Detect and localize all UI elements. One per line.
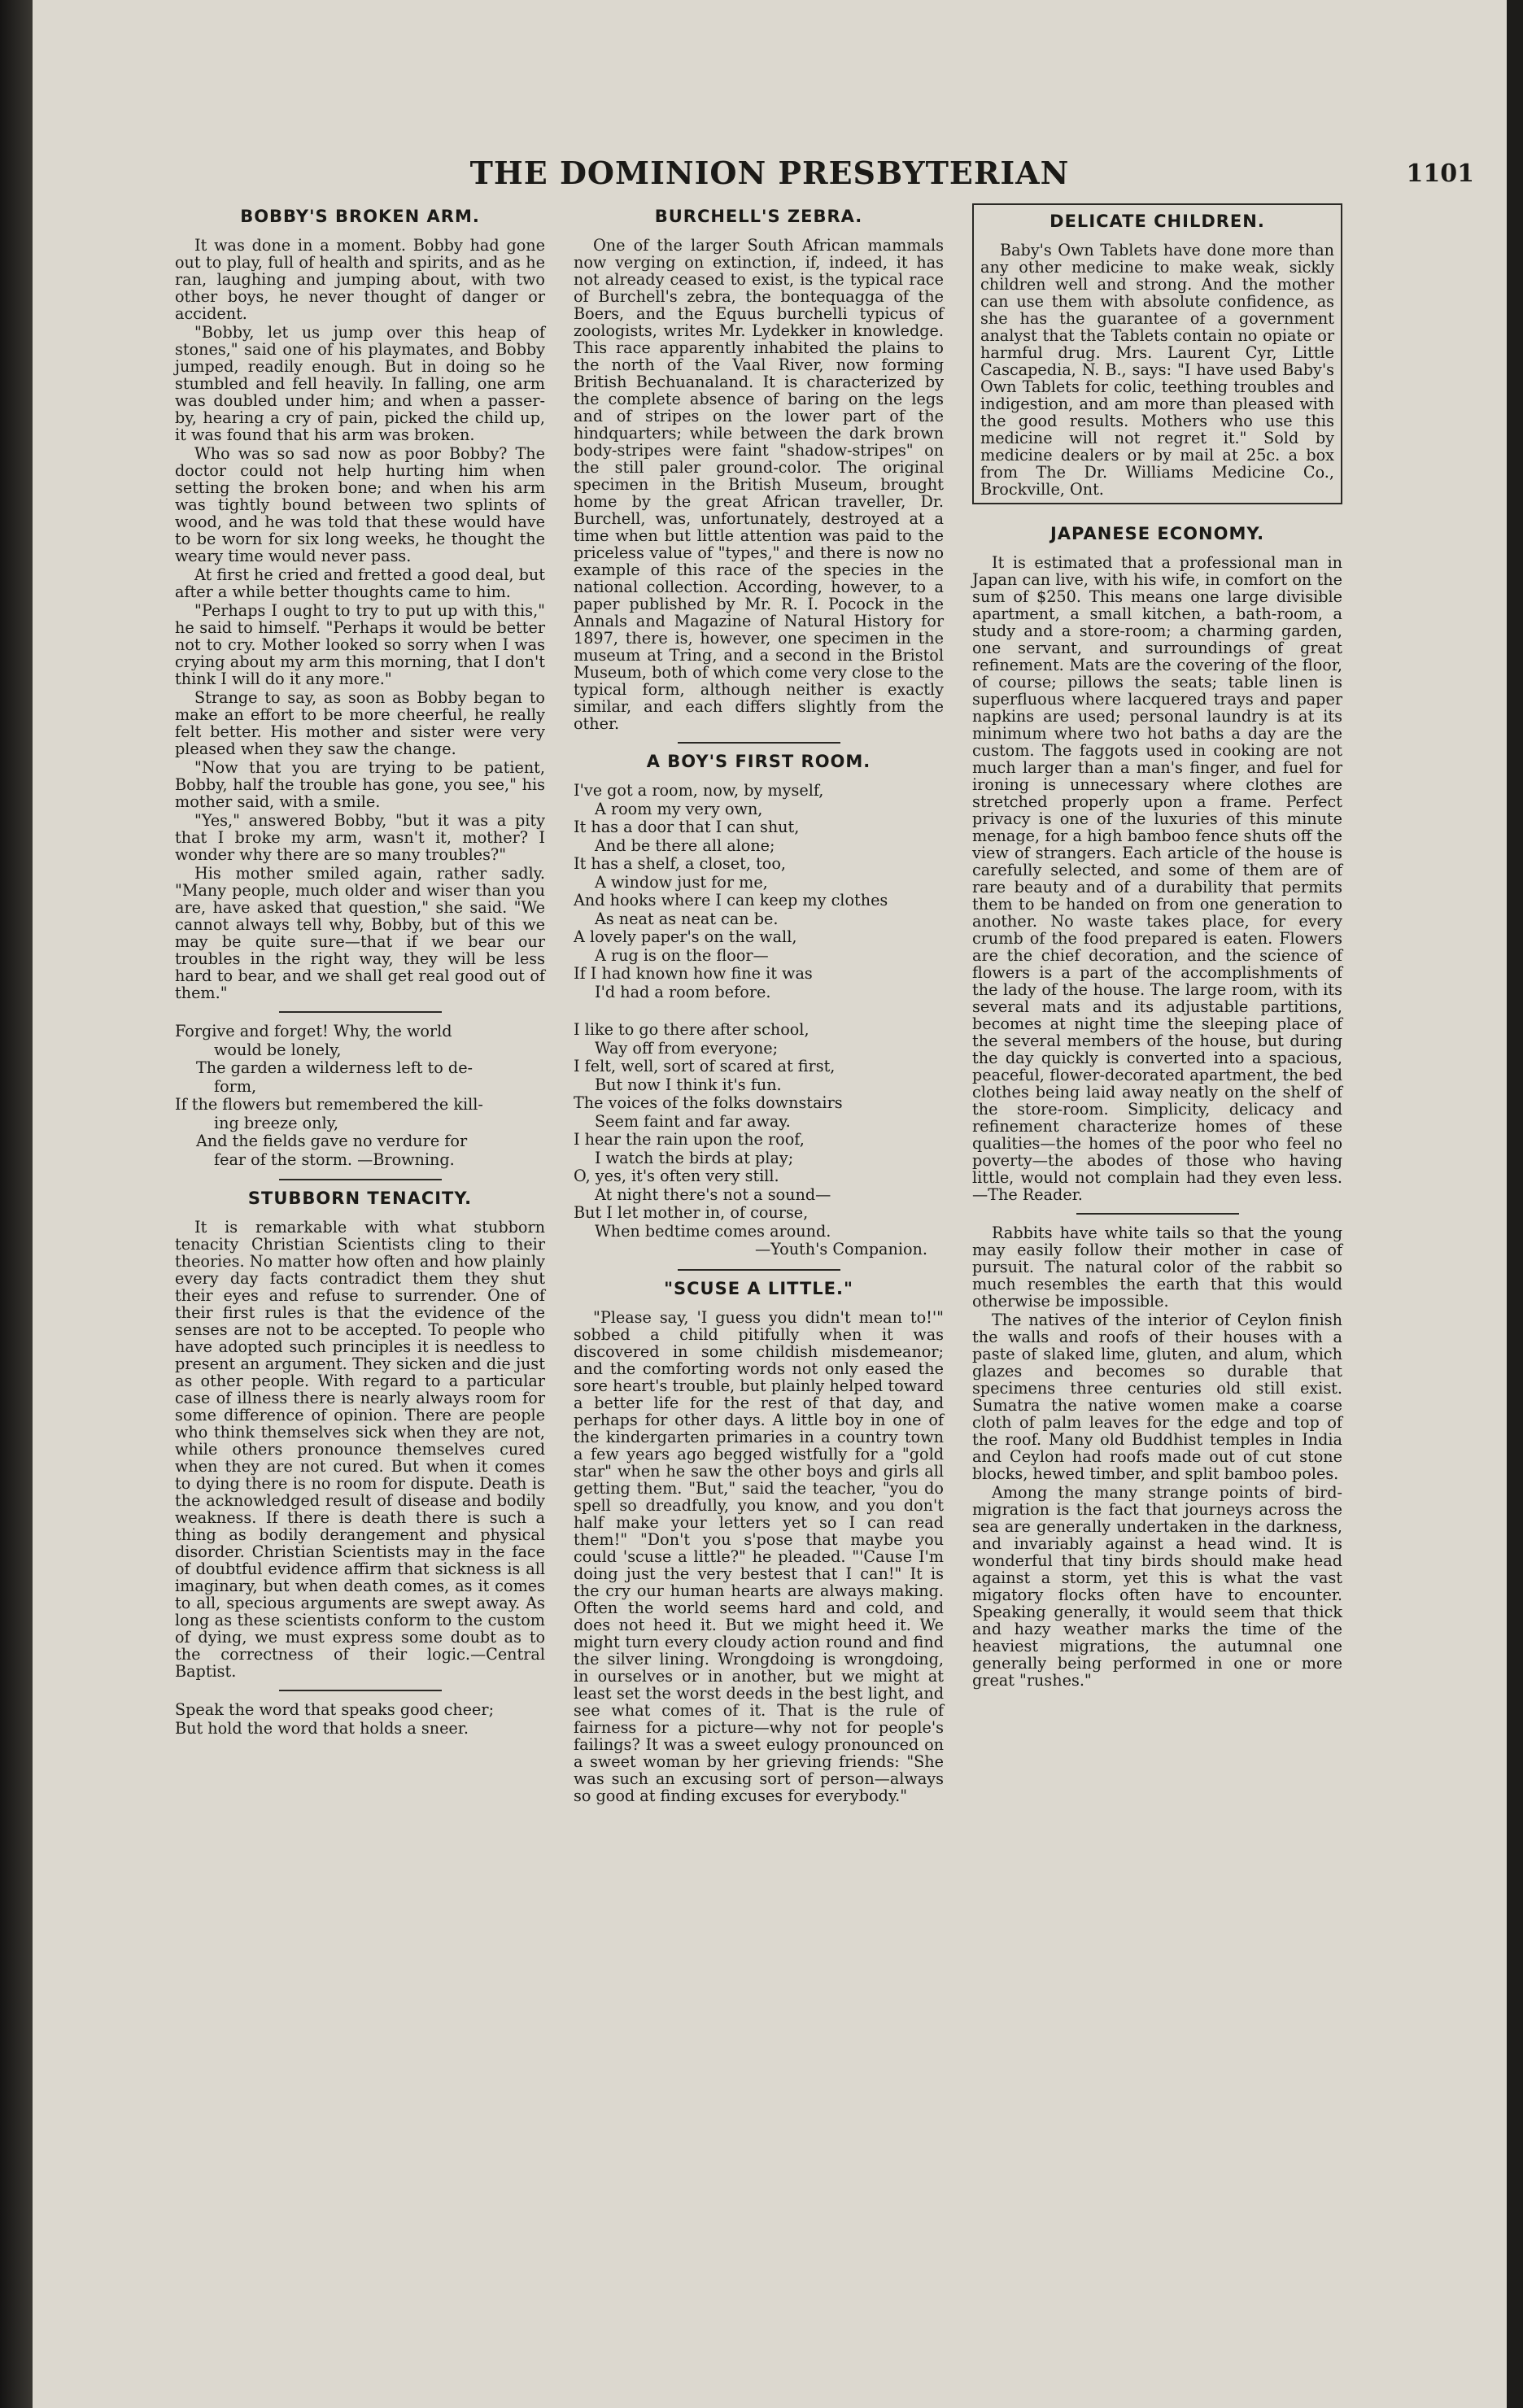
article-title-stubborn: STUBBORN TENACITY. [247,1189,473,1208]
column-1 [175,203,545,1741]
divider [1076,1213,1239,1215]
column-2 [574,203,944,1806]
verse-line: Seem faint and far away. [595,1111,791,1131]
verse-line: Way off from everyone; [595,1038,779,1058]
verse-line: I'd had a room before. [595,982,771,1001]
article-paragraph: One of the larger South African mammals now verging on extinction, if, indeed, it has not already ceased to exist, is the typical race of Burchell's zebra, the bontequagga of the Boers, and the Equus burchelli typicus of zoologists, writes Mr. Lydekker in knowledge. This race apparently inhabited the plains to the north of the Vaal River, now forming British Bechuanaland. It is characterized by the complete absence of baring on the legs and of stripes on the lower part of the hindquarters; while between the dark brown body-stripes were faint "shadow-stripes" on the still paler ground-color. The original specimen in the British Museum, brought home by the great African traveller, Dr. Burchell, was, unfortunately, destroyed at a time when but little attention was paid to the priceless value of "types," and there is now no example of this race of the species in the national collection. According, however, to a paper published by Mr. R. I. Pocock in the Annals and Magazine of Natural History for 1897, there is, however, one specimen in the museum at Tring, and a second in the Bristol Museum, both of which come very close to the typical form, although neither is exactly similar, and each differs slightly from the other. [574,236,944,733]
verse-line: If the flowers but remembered the kill- [175,1095,483,1114]
advertisement-box [972,203,1342,504]
divider [279,1179,442,1180]
verse-line: A window just for me, [595,872,768,892]
verse-line: It has a door that I can shut, [574,818,800,836]
article-title-scuse: "SCUSE A LITTLE." [664,1278,853,1298]
article-paragraph: Baby's Own Tablets have done more than any other medicine to make weak, sickly children well and strong. And the mother can use them with absolute confidence, as she has the guarantee of a government analyst that the Tablets contain no opiate or harmful drug. Mrs. Laurent Cyr, Little Cascapedia, N. B., says: "I have used Baby's Own Tablets for colic, teething troubles and indigestion, and am more than pleased with the good results. Mothers who use this medicine will not regret it." Sold by medicine dealers or by mail at 25c. a box from The Dr. Williams Medicine Co., Brockville, Ont. [980,241,1334,499]
verse-line: fear of the storm. —Browning. [214,1149,455,1169]
closing-couplet [175,1701,545,1738]
verse-line: I like to go there after school, [574,1020,810,1039]
article-paragraph: "Perhaps I ought to try to put up with this," he said to himself. "Perhaps it would be better not to cry. Mother looked so sorry when I was crying about my arm this morning, that I don't think I will do it any more." [175,601,545,688]
verse-line: When bedtime comes around. [595,1221,831,1241]
newspaper-page [33,0,1507,2408]
verse-line: I watch the birds at play; [595,1148,794,1167]
verse-line: But hold the word that holds a sneer. [175,1718,469,1738]
verse-line: A lovely paper's on the wall, [574,927,797,946]
article-paragraph: "Please say, 'I guess you didn't mean to!'" sobbed a child pitifully when it was discovered in some childish misdemeanor; and the comforting words not only eased the sore heart's trouble, but plainly helped toward a better life for the rest of that day, and perhaps for other days. A little boy in one of the kindergarten primaries in a country town a few years ago begged wistfully for a "gold star" when he saw the other boys and girls all getting them. "But," said the teacher, "you do spell so dreadfully, you know, and you don't half make your letters yet so I can read them!" "Don't you s'pose that maybe you could 'scuse a little?" he pleaded. "'Cause I'm doing just the very bestest that I can!" It is the cry our human hearts are always making. Often the world seems hard and cold, and does not heed it. But we might heed it. We might turn every cloudy action round and find the silver lining. Wrongdoing is wrongdoing, in ourselves or in another, but we might at least set the worst deeds in the best light, and see what comes of it. That is the rule of fairness for a picture—why not for people's failings? It was a sweet eulogy pronounced on a sweet woman by her grieving friends: "She was such an excusing sort of person—always so good at finding excuses for everybody." [574,1307,944,1805]
article-paragraph: "Now that you are trying to be patient, Bobby, half the trouble has gone, you see," his mother said, with a smile. [175,758,545,811]
verse-line: And be there all alone; [595,835,775,855]
verse-line: ing breeze only, [214,1113,339,1132]
section-gap [972,504,1342,521]
verse-line: O, yes, it's often very still. [574,1167,779,1185]
verse-line: As neat as neat can be. [595,909,779,928]
article-paragraph: It is estimated that a professional man in Japan can live, with his wife, in comfort on the sum of $250. This means one large divisible apartment, a small kitchen, a bath-room, a study and a store-room; a charming garden, one servant, and surroundings of great refinement. Mats are the covering of the floor, of course; pillows the seats; table linen is superfluous where lacquered trays and paper napkins are used; personal laundry is at its minimum where two hot baths a day are the custom. The faggots used in cooking are not much larger than a man's finger, and fuel for ironing is unnecessary where clothes are stretched properly upon a frame. Perfect privacy is one of the luxuries of this minute menage, for a high bamboo fence shuts off the view of strangers. Each article of the house is carefully selected, and some of them are of rare beauty and of a durability that permits them to be handed on from one generation to another. No waste takes place, for every crumb of the food prepared is eaten. Flowers are the chief decoration, and the science of flowers is a part of the accomplishments of the lady of the house. The large room, with its several mats and its adjustable partitions, becomes at night time the sleeping place of the several members of the house, but during the day quickly is converted into a spacious, peaceful, flower-decorated apartment, the bed clothes being laid away neatly on the shelf of the store-room. Simplicity, delicacy and refinement characterize homes of these qualities—the homes of the poor who feel no poverty—the abodes of those who having little, would not complain had they even less.—The Reader. [972,553,1342,1204]
article-paragraph: It was done in a moment. Bobby had gone out to play, full of health and spirits, and as he ran, laughing and jumping about, with two other boys, he never thought of danger or accident. [175,236,545,323]
verse-line: If I had known how fine it was [574,964,813,983]
article-title-delicate: DELICATE CHILDREN. [1050,212,1265,231]
article-paragraph: Among the many strange points of bird-migration is the fact that journeys across the sea are generally undertaken in the darkness, and invariably against a head wind. It is wonderful that tiny birds should make head against a storm, yet this is what the vast migatory flocks often have to encounter. Speaking generally, it would seem that thick and hazy weather marks the time of the heaviest migrations, the autumnal one generally being performed in one or more great "rushes." [972,1483,1342,1690]
verse-line: Speak the word that speaks good cheer; [175,1700,495,1719]
poem-attribution: —Youth's Companion. [754,1240,927,1259]
article-paragraph: Rabbits have white tails so that the young may easily follow their mother in case of pursuit. The natural color of the rabbit so much resembles the earth that this would otherwise be impossible. [972,1224,1342,1311]
verse-line: And hooks where I can keep my clothes [574,891,888,910]
verse-line: I hear the rain upon the roof, [574,1130,805,1149]
verse-line: I've got a room, now, by myself, [574,781,824,800]
verse-line: And the fields gave no verdure for [196,1132,468,1150]
divider [678,742,840,744]
article-title-zebra: BURCHELL'S ZEBRA. [654,207,863,226]
article-paragraph: Strange to say, as soon as Bobby began to make an effort to be more cheerful, he really felt better. His mother and sister were very pleased when they saw the change. [175,688,545,758]
browning-verse [175,1023,545,1169]
page-edge-shadow [0,0,33,2408]
verse-line: form, [214,1076,257,1096]
verse-line: would be lonely, [214,1040,342,1059]
article-title-japanese: JAPANESE ECONOMY. [1050,524,1265,543]
verse-line: The voices of the folks downstairs [574,1093,843,1112]
verse-line: It has a shelf, a closet, too, [574,854,786,873]
verse-line: But I let mother in, of course, [574,1203,809,1222]
article-paragraph: Who was so sad now as poor Bobby? The doctor could not help hurting him when setting the broken bone; and when his arm was tightly bound between two splints of wood, and he was told that these would have to be worn for six long weeks, he thought the weary time would never pass. [175,444,545,565]
room-poem-stanza-2 [574,1021,944,1259]
article-paragraph: The natives of the interior of Ceylon finish the walls and roofs of their houses with a paste of slaked lime, gluten, and alum, which glazes and becomes so durable that specimens three centuries old still exist. Sumatra the native women make a coarse cloth of palm leaves for the edge and top of the roof. Many old Buddhist temples in India and Ceylon had roofs made out of cut stone blocks, hewed timber, and split bamboo poles. [972,1311,1342,1483]
masthead: THE DOMINION PRESBYTERIAN [469,155,1070,191]
room-poem-stanza-1 [574,782,944,1001]
divider [279,1690,442,1691]
article-title-bobby: BOBBY'S BROKEN ARM. [240,207,480,226]
article-title-room: A BOY'S FIRST ROOM. [646,752,871,771]
article-paragraph: "Bobby, let us jump over this heap of stones," said one of his playmates, and Bobby jumped, readily enough. But in doing so he stumbled and fell heavily. In falling, one arm was doubled under him; and when a passer-by, hearing a cry of pain, picked the child up, it was found that his arm was broken. [175,323,545,444]
verse-line: But now I think it's fun. [595,1075,782,1094]
page-number: 1101 [1406,159,1474,188]
article-paragraph: "Yes," answered Bobby, "but it was a pity that I broke my arm, wasn't it, mother? I wonder why there are so many troubles?" [175,811,545,864]
verse-line: Forgive and forget! Why, the world [175,1022,452,1040]
article-paragraph: It is remarkable with what stubborn tenacity Christian Scientists cling to their theories. No matter how often and how plainly every day facts contradict them they shut their eyes and refuse to surrender. One of their first rules is that the evidence of the senses are not to be accepted. To people who have adopted such principles it is needless to present an argument. They sicken and die just as other people. With regard to a particular case of illness there is nearly always room for some difference of opinion. There are people who think themselves sick when they are not, while others pronounce themselves cured when they are not cured. But when it comes to dying there is no room for dispute. Death is the acknowledged result of disease and bodily weakness. If there is death there is such a thing as bodily derangement and physical disorder. Christian Scientists may in the face of doubtful evidence affirm that sickness is all imaginary, but when death comes, as it comes to all, specious arguments are swept away. As long as these scientists conform to the custom of dying, we must express some doubt as to the correctness of their logic.—Central Baptist. [175,1218,545,1681]
verse-line: At night there's not a sound— [595,1184,831,1204]
verse-line: A rug is on the floor— [595,945,769,965]
verse-line: The garden a wilderness left to de- [196,1058,473,1077]
verse-line: A room my very own, [595,799,763,818]
divider [678,1269,840,1271]
verse-line: I felt, well, sort of scared at first, [574,1057,836,1075]
divider [279,1011,442,1013]
column-3 [972,203,1342,1690]
article-paragraph: His mother smiled again, rather sadly. "Many people, much older and wiser than you are, have asked that question," she said. "We cannot always tell why, Bobby, but of this we may be quite sure—that if we bear our troubles in the right way, they will be less hard to bear, and we shall get real good out of them." [175,864,545,1002]
article-paragraph: At first he cried and fretted a good deal, but after a while better thoughts came to him. [175,565,545,601]
stanza-gap [574,1005,944,1021]
